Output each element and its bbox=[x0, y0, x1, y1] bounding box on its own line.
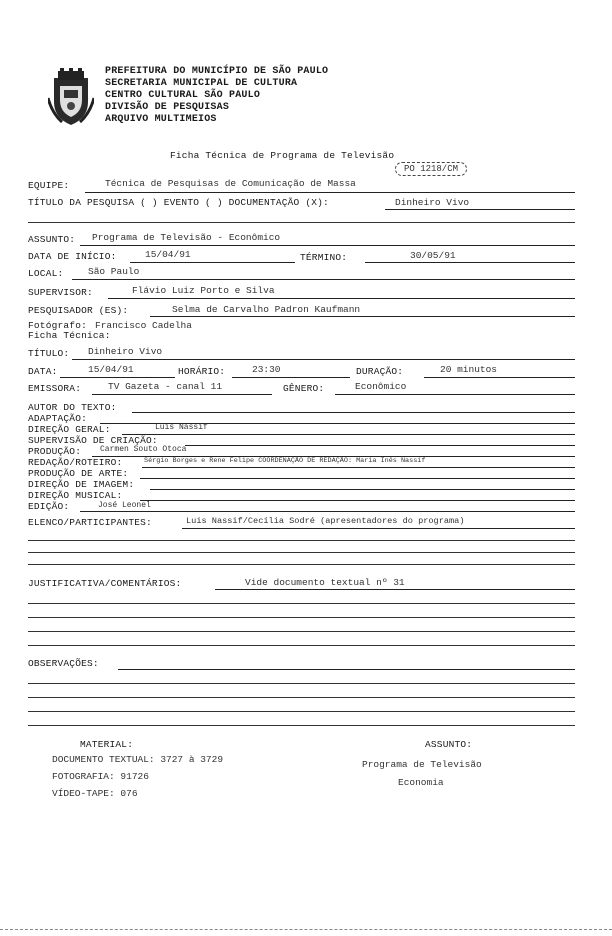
direcao-geral-value: Luis Nassif bbox=[155, 423, 208, 432]
observacoes-label: OBSERVAÇÕES: bbox=[28, 658, 99, 669]
blank-rule bbox=[28, 711, 575, 712]
data-label: DATA: bbox=[28, 366, 58, 377]
scan-edge-artifact bbox=[0, 929, 612, 930]
supervisao-criacao-label: SUPERVISÃO DE CRIAÇÃO: bbox=[28, 435, 158, 446]
titulo-pesquisa-label: TÍTULO DA PESQUISA ( ) EVENTO ( ) DOCUMENTAÇÃO (X): bbox=[28, 197, 329, 208]
emissora-value: TV Gazeta - canal 11 bbox=[108, 381, 223, 392]
adaptacao-label: ADAPTAÇÃO: bbox=[28, 413, 88, 424]
supervisor-line bbox=[108, 298, 575, 299]
pesquisador-value: Selma de Carvalho Padron Kaufmann bbox=[172, 304, 361, 315]
header-line-1: PREFEITURA DO MUNICÍPIO DE SÃO PAULO bbox=[105, 66, 329, 77]
duracao-value: 20 minutos bbox=[440, 364, 498, 375]
horario-line bbox=[232, 377, 350, 378]
data-value: 15/04/91 bbox=[88, 364, 134, 375]
equipe-label: EQUIPE: bbox=[28, 180, 70, 191]
direcao-geral-label: DIREÇÃO GERAL: bbox=[28, 424, 111, 435]
redacao-value: Sérgio Borges e Rene Felipe COORDENAÇÃO DE REDAÇÃO: Maria Inês Nassif bbox=[144, 457, 426, 465]
titulo-value: Dinheiro Vivo bbox=[88, 346, 163, 357]
duracao-label: DURAÇÃO: bbox=[356, 366, 404, 377]
genero-line bbox=[335, 394, 575, 395]
duracao-line bbox=[424, 377, 575, 378]
elenco-value: Luis Nassif/Cecília Sodré (apresentadores do programa) bbox=[186, 516, 465, 526]
titulo-label: TÍTULO: bbox=[28, 348, 70, 359]
assunto-label: ASSUNTO: bbox=[28, 234, 76, 245]
horario-label: HORÁRIO: bbox=[178, 366, 226, 377]
blank-rule bbox=[28, 683, 575, 684]
form-title: Ficha Técnica de Programa de Televisão bbox=[170, 150, 395, 161]
blank-rule bbox=[28, 222, 575, 223]
edicao-value: José Leonel bbox=[98, 501, 151, 510]
material-title: MATERIAL: bbox=[80, 739, 134, 750]
emissora-label: EMISSORA: bbox=[28, 383, 82, 394]
redacao-label: REDAÇÃO/ROTEIRO: bbox=[28, 457, 123, 468]
termino-label: TÉRMINO: bbox=[300, 252, 348, 263]
supervisao-criacao-line bbox=[185, 445, 575, 446]
observacoes-line bbox=[118, 669, 575, 670]
header-line-4: DIVISÃO DE PESQUISAS bbox=[105, 102, 230, 113]
supervisor-label: SUPERVISOR: bbox=[28, 287, 93, 298]
termino-line bbox=[365, 262, 575, 263]
direcao-musical-line bbox=[140, 500, 575, 501]
edicao-label: EDIÇÃO: bbox=[28, 501, 70, 512]
institution-header bbox=[105, 66, 328, 126]
data-line bbox=[60, 377, 175, 378]
redacao-line bbox=[142, 467, 575, 468]
header-line-2: SECRETARIA MUNICIPAL DE CULTURA bbox=[105, 78, 298, 89]
blank-rule bbox=[28, 564, 575, 565]
genero-value: Econômico bbox=[355, 381, 407, 392]
material-fotografia: FOTOGRAFIA: 91726 bbox=[52, 771, 149, 782]
equipe-line bbox=[85, 192, 575, 193]
blank-rule bbox=[28, 631, 575, 632]
assunto-line bbox=[80, 245, 575, 246]
elenco-line bbox=[182, 528, 575, 529]
assunto-box-line-1: Programa de Televisão bbox=[362, 759, 482, 770]
direcao-imagem-label: DIREÇÃO DE IMAGEM: bbox=[28, 479, 135, 490]
data-inicio-label: DATA DE INÍCIO: bbox=[28, 251, 117, 262]
material-video-tape: VÍDEO-TAPE: 076 bbox=[52, 788, 138, 799]
autor-texto-line bbox=[132, 412, 575, 413]
producao-arte-line bbox=[140, 478, 575, 479]
blank-rule bbox=[28, 552, 575, 553]
supervisor-value: Flávio Luiz Porto e Silva bbox=[132, 285, 275, 296]
autor-texto-label: AUTOR DO TEXTO: bbox=[28, 402, 117, 413]
genero-label: GÊNERO: bbox=[283, 383, 325, 394]
archive-stamp: PO 1218/CM bbox=[395, 162, 467, 176]
titulo-pesquisa-line bbox=[385, 209, 575, 210]
assunto-value: Programa de Televisão - Econômico bbox=[92, 232, 281, 243]
city-emblem-icon bbox=[48, 68, 94, 128]
elenco-label: ELENCO/PARTICIPANTES: bbox=[28, 517, 152, 528]
local-value: São Paulo bbox=[88, 266, 140, 277]
blank-rule bbox=[28, 645, 575, 646]
blank-rule bbox=[28, 540, 575, 541]
fotografo-label: Fotógrafo: bbox=[28, 320, 88, 331]
header-line-3: CENTRO CULTURAL SÃO PAULO bbox=[105, 90, 261, 101]
assunto-box-title: ASSUNTO: bbox=[425, 739, 473, 750]
termino-value: 30/05/91 bbox=[410, 250, 456, 261]
equipe-value: Técnica de Pesquisas de Comunicação de Massa bbox=[105, 178, 356, 189]
justificativa-label: JUSTIFICATIVA/COMENTÁRIOS: bbox=[28, 578, 182, 589]
blank-rule bbox=[28, 725, 575, 726]
producao-arte-label: PRODUÇÃO DE ARTE: bbox=[28, 468, 129, 479]
titulo-pesquisa-value: Dinheiro Vivo bbox=[395, 197, 470, 208]
data-inicio-line bbox=[130, 262, 295, 263]
header-line-5: ARQUIVO MULTIMEIOS bbox=[105, 114, 217, 125]
fotografo-value: Francisco Cadelha bbox=[95, 320, 192, 331]
producao-label: PRODUÇÃO: bbox=[28, 446, 82, 457]
local-label: LOCAL: bbox=[28, 268, 64, 279]
assunto-box-line-2: Economia bbox=[398, 777, 444, 788]
justificativa-line bbox=[215, 589, 575, 590]
titulo-line bbox=[72, 359, 575, 360]
direcao-musical-label: DIREÇÃO MUSICAL: bbox=[28, 490, 123, 501]
producao-value: Carmen Souto Otoca bbox=[100, 445, 187, 454]
horario-value: 23:30 bbox=[252, 364, 281, 375]
pesquisador-line bbox=[150, 316, 575, 317]
emissora-line bbox=[92, 394, 272, 395]
blank-rule bbox=[28, 617, 575, 618]
local-line bbox=[72, 279, 575, 280]
justificativa-value: Vide documento textual nº 31 bbox=[245, 577, 405, 588]
pesquisador-label: PESQUISADOR (ES): bbox=[28, 305, 129, 316]
blank-rule bbox=[28, 697, 575, 698]
ficha-tecnica-label: Ficha Técnica: bbox=[28, 330, 111, 341]
direcao-imagem-line bbox=[150, 489, 575, 490]
data-inicio-value: 15/04/91 bbox=[145, 249, 191, 260]
direcao-geral-line bbox=[122, 434, 575, 435]
edicao-line bbox=[80, 511, 575, 512]
blank-rule bbox=[28, 603, 575, 604]
material-doc-textual: DOCUMENTO TEXTUAL: 3727 à 3729 bbox=[52, 754, 224, 765]
